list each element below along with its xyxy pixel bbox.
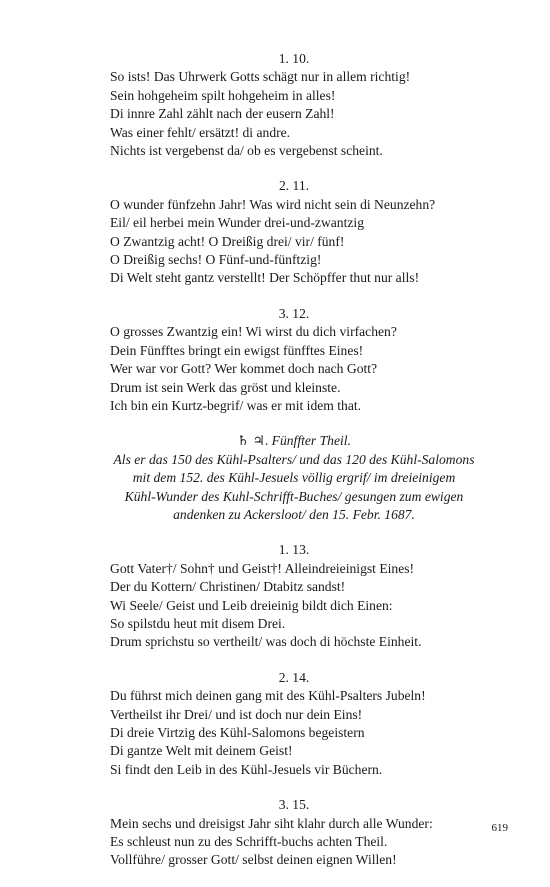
verse-line: Di Welt steht gantz verstellt! Der Schöpffer thut nur alls! — [110, 270, 420, 286]
stanza-number: 1. 13. — [278, 542, 310, 558]
stanza-number: 2. 11. — [278, 178, 310, 194]
stanza-number: 2. 14. — [278, 669, 310, 685]
verse-line: O grosses Zwantzig ein! Wi wirst du dich virfachen? — [110, 324, 397, 340]
verse-line: Sein hohgeheim spilt hohgeheim in alles! — [110, 87, 336, 103]
planet-symbols-icon: ♄ ♃. — [237, 433, 269, 449]
verse-line: Wer war vor Gott? Wer kommet doch nach Gott? — [110, 361, 378, 377]
stanza-1-10 — [110, 50, 478, 160]
verse-line: Wi Seele/ Geist und Leib dreieinig bildt dich Einen: — [110, 597, 393, 613]
section-subtitle-line: Als er das 150 des Kühl-Psalters/ und das 120 des Kühl-Salomons — [113, 451, 475, 467]
section-title-line — [110, 432, 478, 450]
verse-line: Drum sprichstu so vertheilt/ was doch di höchste Einheit. — [110, 634, 422, 650]
section-heading — [110, 432, 478, 524]
verse-line: Dein Fünfftes bringt ein ewigst fünfftes Eines! — [110, 342, 364, 358]
verse-line: Vertheilst ihr Drei/ und ist doch nur dein Eins! — [110, 706, 363, 722]
stanza-3-12 — [110, 305, 478, 415]
section-subtitle-line: Kühl-Wunder des Kuhl-Schrifft-Buches/ gesungen zum ewigen — [124, 488, 464, 504]
verse-line: So ists! Das Uhrwerk Gotts schägt nur in allem richtig! — [110, 69, 411, 85]
verse-line: Du führst mich deinen gang mit des Kühl-Psalters Jubeln! — [110, 688, 426, 704]
verse-line: Mein sechs und dreisigst Jahr siht klahr durch alle Wunder: — [110, 815, 433, 831]
verse-line: Ich bin ein Kurtz-begrif/ was er mit idem that. — [110, 397, 362, 413]
stanza-3-15 — [110, 796, 478, 870]
stanza-2-14 — [110, 669, 478, 779]
verse-line: O Dreißig sechs! O Fünf-und-fünftzig! — [110, 252, 322, 268]
stanza-1-13 — [110, 541, 478, 651]
verse-line: Gott Vater†/ Sohn† und Geist†! Alleindreieinigst Eines! — [110, 560, 415, 576]
verse-line: O Zwantzig acht! O Dreißig drei/ vir/ fünf! — [110, 233, 345, 249]
page-body — [110, 50, 478, 887]
section-title: Fünffter Theil. — [271, 433, 351, 449]
verse-line: Nichts ist vergebenst da/ ob es vergebenst scheint. — [110, 143, 383, 159]
verse-line: Was einer fehlt/ ersätzt! di andre. — [110, 124, 291, 140]
verse-line: Drum ist sein Werk das gröst und kleinste. — [110, 379, 341, 395]
verse-line: Di dreie Virtzig des Kühl-Salomons begeistern — [110, 725, 365, 740]
page-number: 619 — [491, 822, 508, 834]
verse-line: O wunder fünfzehn Jahr! Was wird nicht sein di Neunzehn? — [110, 196, 436, 212]
stanza-number: 1. 10. — [278, 51, 310, 66]
section-subtitle-line: andenken zu Ackersloot/ den 15. Febr. 1687. — [173, 506, 415, 522]
stanza-number: 3. 15. — [278, 797, 310, 813]
stanza-2-11 — [110, 177, 478, 287]
verse-line: Si findt den Leib in des Kühl-Jesuels vir Büchern. — [110, 761, 383, 777]
stanza-number: 3. 12. — [278, 305, 310, 321]
verse-line: Di innre Zahl zählt nach der eusern Zahl! — [110, 106, 335, 122]
verse-line: Der du Kottern/ Christinen/ Dtabitz sandst! — [110, 579, 346, 595]
verse-line: Es schleust nun zu des Schrifft-buchs achten Theil. — [110, 834, 388, 850]
verse-line: Vollführe/ grosser Gott/ selbst deinen eignen Willen! — [110, 852, 397, 868]
verse-line: Eil/ eil herbei mein Wunder drei-und-zwantzig — [110, 215, 364, 231]
verse-line: So spilstdu heut mit disem Drei. — [110, 615, 286, 631]
verse-line: Di gantze Welt mit deinem Geist! — [110, 743, 293, 759]
section-subtitle-line: mit dem 152. des Kühl-Jesuels völlig ergrif/ im dreieinigem — [132, 470, 456, 486]
